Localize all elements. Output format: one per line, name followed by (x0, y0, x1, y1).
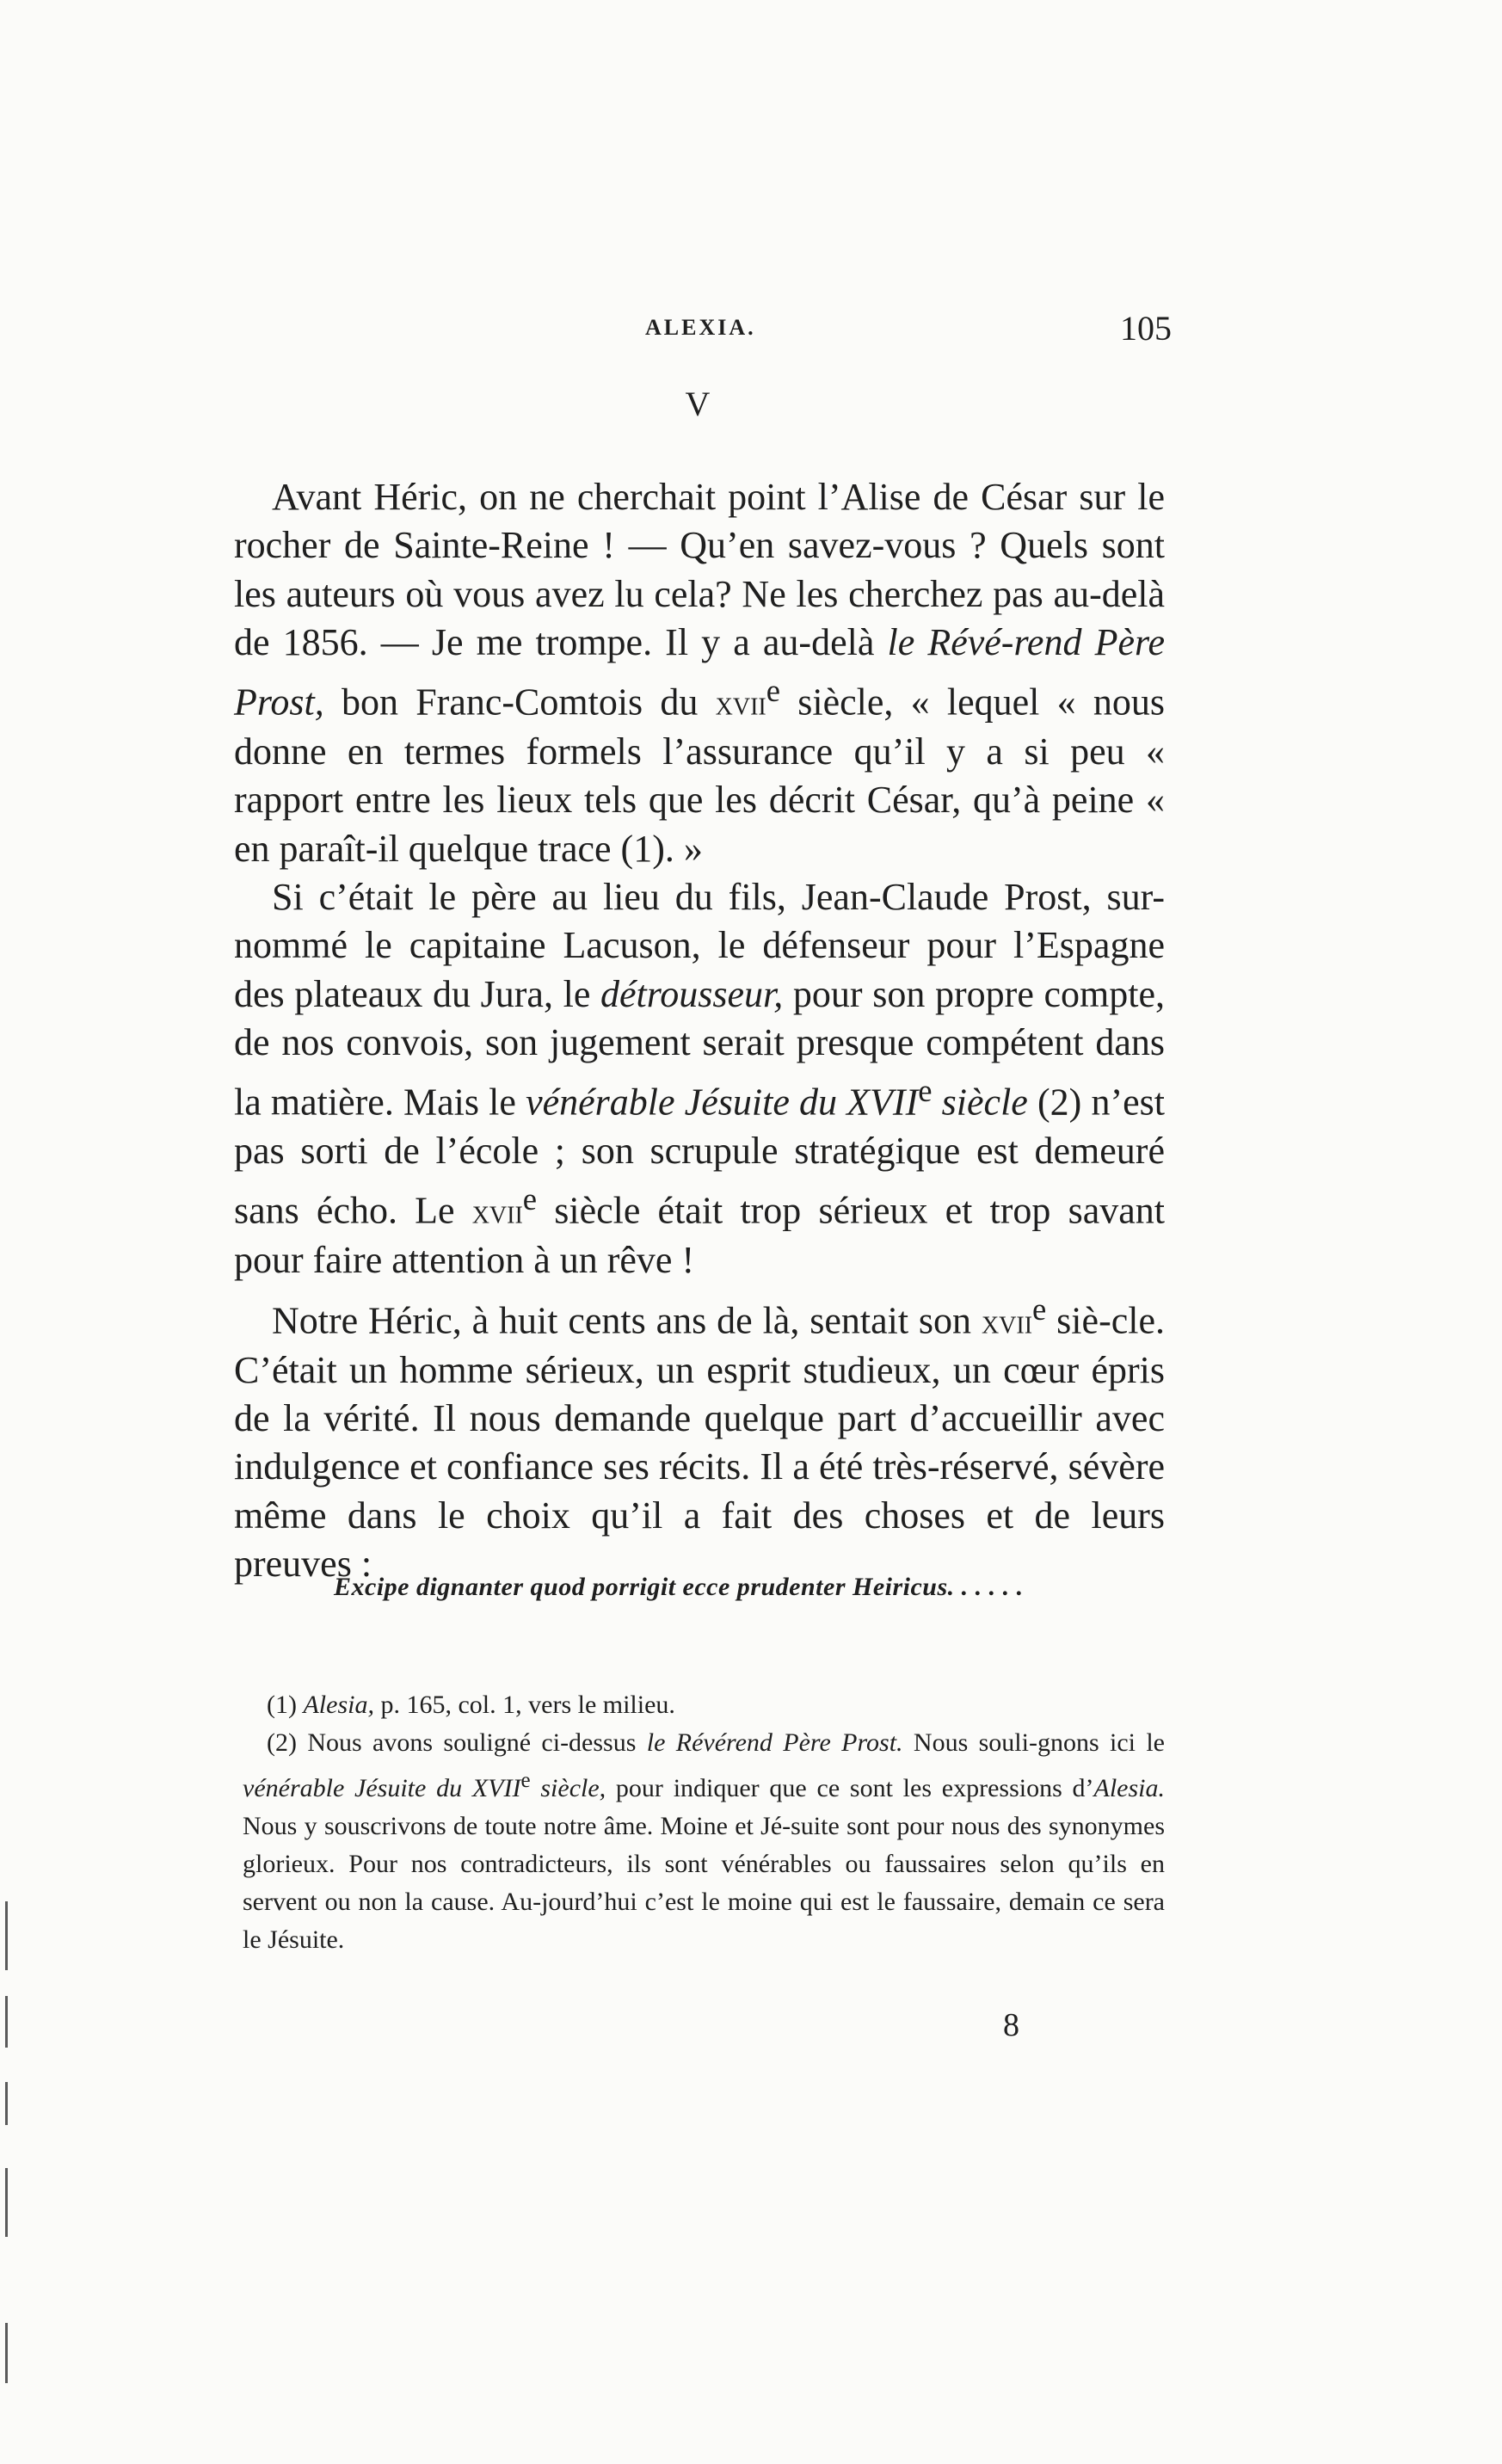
fn2-italic-alesia: Alesia. (1093, 1774, 1166, 1802)
scan-margin-line (5, 2082, 8, 2125)
p3-century: xvii (981, 1303, 1033, 1341)
fn1-marker: (1) (267, 1691, 304, 1719)
fn2-italic-jesuite: vénérable Jésuite du XVII (243, 1774, 521, 1802)
section-number: V (685, 385, 711, 423)
p1-text-a: Avant Héric, on ne cherchait point l’Alise de César sur le rocher de Sainte-Reine ! — Qu’en savez-vous ? Quels sont les auteurs où vous avez lu cela? Ne les cherchez pas au-delà de 1856. — Je me trompe. Il y a au-delà (234, 476, 1165, 663)
fn2-italic-siecle: siècle, (530, 1774, 606, 1802)
p2-italic-detrousseur: détrousseur, (600, 972, 784, 1015)
page-number: 105 (1120, 309, 1172, 348)
p2-italic-sup: e (918, 1073, 933, 1109)
paragraph-2 (234, 873, 1165, 1285)
fn2-italic-reverend: le Révérend Père Prost. (646, 1728, 903, 1757)
p1-century: xvii (715, 684, 766, 723)
fn2-italic-sup: e (520, 1769, 531, 1792)
scan-margin-line (5, 2323, 8, 2383)
p2-italic-siecle: siècle (932, 1081, 1028, 1124)
p2-text-f: siècle était trop sérieux et trop savant pour faire attention à un rêve ! (234, 1190, 1165, 1282)
p1-text-c: bon Franc-Comtois du (323, 681, 716, 724)
running-head (234, 311, 1172, 354)
p2-text-c: pour son propre compte, de nos convois, son jugement serait presque compétent dans la matière. Mais le (234, 972, 1166, 1124)
p2-italic-jesuite: vénérable Jésuite du XVII (526, 1081, 919, 1124)
p1-century-sup: e (766, 673, 781, 709)
p2-century: xvii (471, 1193, 523, 1232)
p2-text-e: (2) n’est pas sorti de l’école ; son scrupule stratégique est demeuré sans écho. Le (234, 1081, 1165, 1233)
scan-margin-line (5, 2168, 8, 2237)
paragraph-3 (234, 1285, 1165, 1588)
fn2-text-a: (2) Nous avons souligné ci-dessus (267, 1728, 647, 1757)
p3-text-b: siè-cle. C’était un homme sérieux, un esprit studieux, un cœur épris de la vérité. Il nous demande quelque part d’accueillir avec indulgence et confiance ses récits. Il a été très-réservé, sévère même dans le choix qu’il a fait des choses et de leurs preuves : (234, 1299, 1165, 1585)
p2-century-sup: e (522, 1181, 538, 1217)
latin-verse: Excipe dignanter quod porrigit ecce prudenter Heiricus. . . . . . (334, 1573, 1024, 1601)
fn2-text-c: Nous souli-gnons ici le (902, 1728, 1165, 1757)
fn2-text-g: Nous y souscrivons de toute notre âme. Moine et Jé-suite sont pour nous des synonymes glorieux. Pour nos contradicteurs, ils sont vénérables ou faussaires selon qu’ils en servent ou non la cause. Au-jourd’hui c’est le moine qui est le faussaire, demain ce sera le Jésuite. (243, 1812, 1165, 1954)
footnote-1 (243, 1686, 1165, 1724)
footnote-2 (243, 1724, 1165, 1959)
fn1-italic-alesia: Alesia, (303, 1691, 374, 1719)
p2-text-a: Si c’était le père au lieu du fils, Jean-Claude Prost, sur-nommé le capitaine Lacuson, le défenseur pour l’Espagne des plateaux du Jura, le (234, 876, 1165, 1015)
p1-italic-reverend: le Révé-rend Père Prost, (234, 620, 1165, 724)
fn2-text-e: pour indiquer que ce sont les expressions d’ (606, 1774, 1094, 1802)
scan-margin-line (5, 1901, 8, 1970)
fn1-text: p. 165, col. 1, vers le milieu. (373, 1691, 675, 1719)
paragraph-1 (234, 473, 1165, 873)
signature-mark: 8 (1003, 2007, 1019, 2043)
p3-century-sup: e (1032, 1291, 1047, 1327)
running-title: ALEXIA. (645, 315, 756, 340)
scan-margin-line (5, 1996, 8, 2048)
body-text (234, 473, 1165, 1588)
p3-text-a: Notre Héric, à huit cents ans de là, sentait son (272, 1299, 982, 1342)
footnotes (243, 1686, 1165, 1959)
p1-text-d: siècle, « lequel « nous donne en termes formels l’assurance qu’il y a si peu « rapport entre les lieux tels que les décrit César, qu’à peine « en paraît-il quelque trace (1). » (234, 681, 1166, 870)
